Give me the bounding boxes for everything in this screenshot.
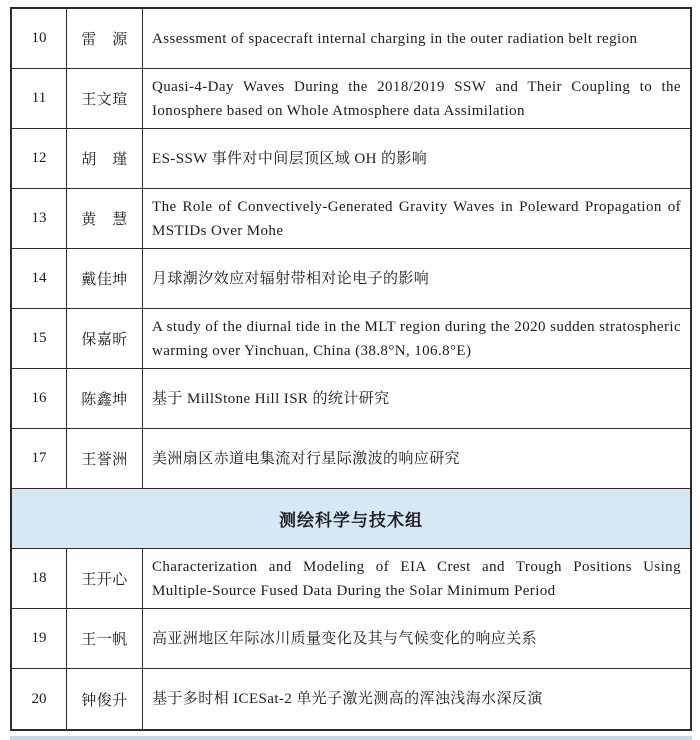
paper-title-cell: [143, 669, 690, 729]
table-row: [12, 669, 690, 729]
table-row: [12, 129, 690, 189]
presenter-name: 钟俊升: [67, 669, 143, 729]
paper-title: ES-SSW 事件对中间层顶区域 OH 的影响: [152, 150, 428, 167]
paper-title-cell: [143, 369, 690, 428]
paper-title: Assessment of spacecraft internal charging in the outer radiation belt region: [152, 30, 638, 47]
presenter-name: 王一帆: [67, 609, 143, 668]
paper-title-cell: [143, 189, 690, 248]
row-number: 17: [12, 429, 67, 488]
row-number: 13: [12, 189, 67, 248]
row-number: 11: [12, 69, 67, 128]
paper-title: 高亚洲地区年际冰川质量变化及其与气候变化的响应关系: [152, 630, 538, 647]
table-row: [12, 189, 690, 249]
row-number: 15: [12, 309, 67, 368]
presenter-name: 王开心: [67, 549, 143, 608]
paper-title: 基于多时相 ICESat-2 单光子激光测高的浑浊浅海水深反演: [152, 691, 543, 707]
paper-title-cell: [143, 549, 690, 608]
row-number: 12: [12, 129, 67, 188]
row-number: 20: [12, 669, 67, 729]
table-row: [12, 9, 690, 69]
presenter-name: 黄 慧: [67, 189, 143, 248]
paper-title: 美洲扇区赤道电集流对行星际激波的响应研究: [152, 450, 461, 467]
section-header-row: [12, 489, 690, 549]
row-number: 18: [12, 549, 67, 608]
presenter-name: 雷 源: [67, 9, 143, 68]
section-title: 测绘科学与技术组: [279, 511, 423, 530]
paper-title: 月球潮汐效应对辐射带相对论电子的影响: [152, 270, 430, 287]
paper-title: Characterization and Modeling of EIA Crest and Trough Positions Using Multiple-Source Fused Data During the Solar Minimum Period: [152, 558, 681, 599]
presenter-name: 王誉洲: [67, 429, 143, 488]
paper-title-cell: [143, 309, 690, 368]
paper-title-cell: [143, 129, 690, 188]
presenter-name: 胡 瑾: [67, 129, 143, 188]
paper-title-cell: [143, 249, 690, 308]
table-row: [12, 309, 690, 369]
table-row: [12, 609, 690, 669]
paper-title: Quasi-4-Day Waves During the 2018/2019 SSW and Their Coupling to the Ionosphere based on Whole Atmosphere data Assimilation: [152, 78, 681, 119]
paper-title: A study of the diurnal tide in the MLT region during the 2020 sudden stratospheric warming over Yinchuan, China (38.8°N, 106.8°E): [152, 318, 681, 359]
presenter-name: 保嘉昕: [67, 309, 143, 368]
presentation-schedule-table: [10, 7, 692, 731]
paper-title-cell: [143, 69, 690, 128]
row-number: 14: [12, 249, 67, 308]
table-row: [12, 369, 690, 429]
paper-title: 基于 MillStone Hill ISR 的统计研究: [152, 390, 390, 407]
row-number: 19: [12, 609, 67, 668]
next-section-edge: [10, 736, 692, 740]
table-row: [12, 249, 690, 309]
table-row: [12, 549, 690, 609]
row-number: 10: [12, 9, 67, 68]
presenter-name: 陈鑫坤: [67, 369, 143, 428]
paper-title: The Role of Convectively-Generated Gravity Waves in Poleward Propagation of MSTIDs Over Mohe: [152, 198, 681, 239]
table-row: [12, 429, 690, 489]
paper-title-cell: [143, 609, 690, 668]
table-row: [12, 69, 690, 129]
presenter-name: 王文瑄: [67, 69, 143, 128]
paper-title-cell: [143, 429, 690, 488]
paper-title-cell: [143, 9, 690, 68]
row-number: 16: [12, 369, 67, 428]
presenter-name: 戴佳坤: [67, 249, 143, 308]
